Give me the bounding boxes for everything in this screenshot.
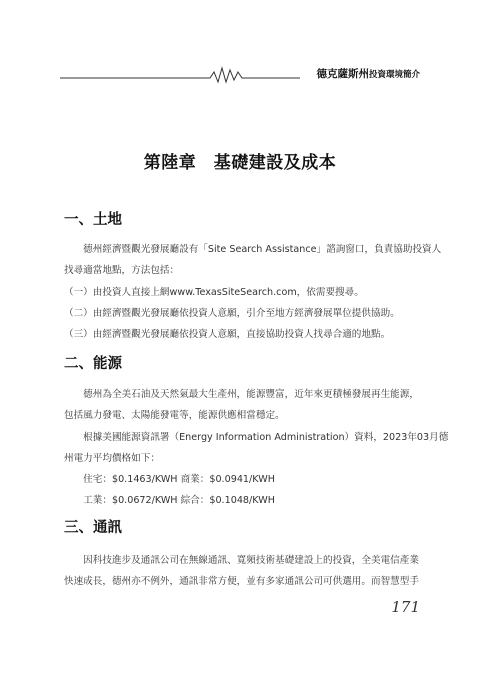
energy-line-2: 包括風力發電、太陽能發電等，能源供應相當穩定。	[64, 410, 285, 421]
section-heading-land: 一、土地	[64, 211, 122, 228]
header-title-main: 德克薩斯州	[316, 68, 369, 80]
running-header	[60, 64, 420, 84]
telecom-line-2: 快速成長，德州亦不例外，通訊非常方便，並有多家通訊公司可供選用。而智慧型手	[64, 576, 419, 587]
land-line-5: （三）由經濟暨觀光發展廳依投資人意願，直接協助投資人找尋合適的地點。	[64, 329, 391, 340]
energy-line-1: 德州為全美石油及天然氣最大生產州，能源豐富，近年來更積極發展再生能源，	[64, 389, 419, 400]
header-title-sub: 投資環境簡介	[368, 70, 420, 80]
energy-line-3: 根據美國能源資訊署（Energy Information Administration）資料，2023年03月德	[64, 432, 449, 443]
land-line-3: （一）由投資人直接上網www.TexasSiteSearch.com，依需要搜尋。	[64, 287, 364, 298]
land-line-1: 德州經濟暨觀光發展廳設有「Site Search Assistance」諮詢窗口，負責協助投資人	[64, 244, 442, 255]
land-line-2: 找尋適當地點，方法包括：	[64, 265, 180, 276]
energy-line-4: 州電力平均價格如下：	[64, 453, 160, 464]
header-title	[316, 66, 420, 81]
heartbeat-line-icon	[60, 64, 300, 84]
land-line-4: （二）由經濟暨觀光發展廳依投資人意願，引介至地方經濟發展單位提供協助。	[64, 308, 400, 319]
energy-line-6: 工業：$0.0672/KWH 綜合：$0.1048/KWH	[64, 495, 275, 506]
energy-line-5: 住宅：$0.1463/KWH 商業：$0.0941/KWH	[64, 474, 275, 485]
page-number: 171	[391, 598, 420, 616]
section-heading-telecom: 三、通訊	[64, 519, 122, 536]
telecom-line-1: 因科技進步及通訊公司在無線通訊、寬頻技術基礎建設上的投資，全美電信產業	[64, 555, 419, 566]
section-heading-energy: 二、能源	[64, 355, 122, 372]
chapter-title: 第陸章 基礎建設及成本	[143, 153, 337, 173]
